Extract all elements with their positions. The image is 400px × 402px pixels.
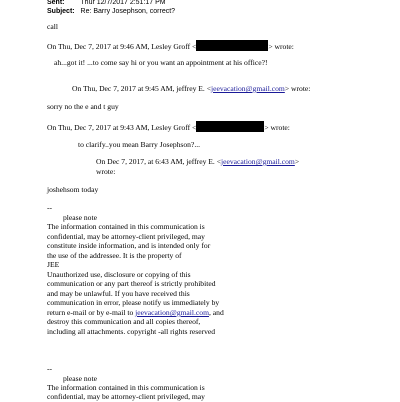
quote-intro: On Thu, Dec 7, 2017 at 9:46 AM, Lesley Groff < > wrote: [47,42,294,51]
redaction-box [196,40,268,51]
signature-line: the use of the addressee. It is the property of [47,251,182,260]
message-body: to clarify..you mean Barry Josephson?... [78,140,201,149]
subject-value: Re: Barry Josephson, correct? [80,8,176,15]
redaction-box [196,121,264,132]
signature-line: including all attachments. copyright -all rights reserved [47,327,216,336]
signature-line: confidential, may be attorney-client privileged, may [47,232,205,241]
signature-line: communication or any part thereof is strictly prohibited [47,279,216,288]
signature-line: The information contained in this communication is [47,222,205,231]
signature-line: JEE [47,260,60,269]
signature-please-note: please note [63,213,97,222]
signature-line: constitute inside information, and is intended only for [47,241,211,250]
email-link[interactable]: jeevacation@gmail.com [210,84,285,93]
signature-please-note: please note [63,374,97,383]
quote-intro-line2: wrote: [96,167,116,176]
subject-row [47,6,175,17]
message-body: sorry no the e and t guy [47,102,119,111]
email-link[interactable]: jeevacation@gmail.com [135,308,209,317]
sent-label: Sent: [47,0,65,6]
signature-line: communication in error, please notify us immediately by [47,298,220,307]
subject-label: Subject: [47,8,75,15]
signature-line: return e-mail or by e-mail to jeevacation@gmail.com, and [47,308,224,317]
quote-intro: On Thu, Dec 7, 2017 at 9:45 AM, jeffrey E. <jeevacation@gmail.com> wrote: [72,84,311,93]
quote-intro: On Thu, Dec 7, 2017 at 9:43 AM, Lesley Groff < > wrote: [47,123,290,132]
signature-dashes: -- [47,364,53,373]
signature-line: destroy this communication and all copies thereof, [47,317,201,326]
signature-line: The information contained in this communication is [47,383,205,392]
signature-line: Unauthorized use, disclosure or copying of this [47,270,191,279]
message-body: ah...got it! ...to come say hi or you want an appointment at his office?! [54,58,268,67]
quote-intro: On Dec 7, 2017, at 6:43 AM, jeffrey E. <jeevacation@gmail.com> [96,157,300,166]
signature-line: confidential, may be attorney-client privileged, may [47,392,205,401]
message-body: joshehsom today [47,185,99,194]
signature-line: and may be unlawful. If you have received this [47,289,190,298]
sent-value: Thur 12/7/2017 2:51:17 PM [80,0,166,6]
signature-dashes: -- [47,203,53,212]
email-link[interactable]: jeevacation@gmail.com [221,157,295,166]
message-body: call [47,22,58,31]
